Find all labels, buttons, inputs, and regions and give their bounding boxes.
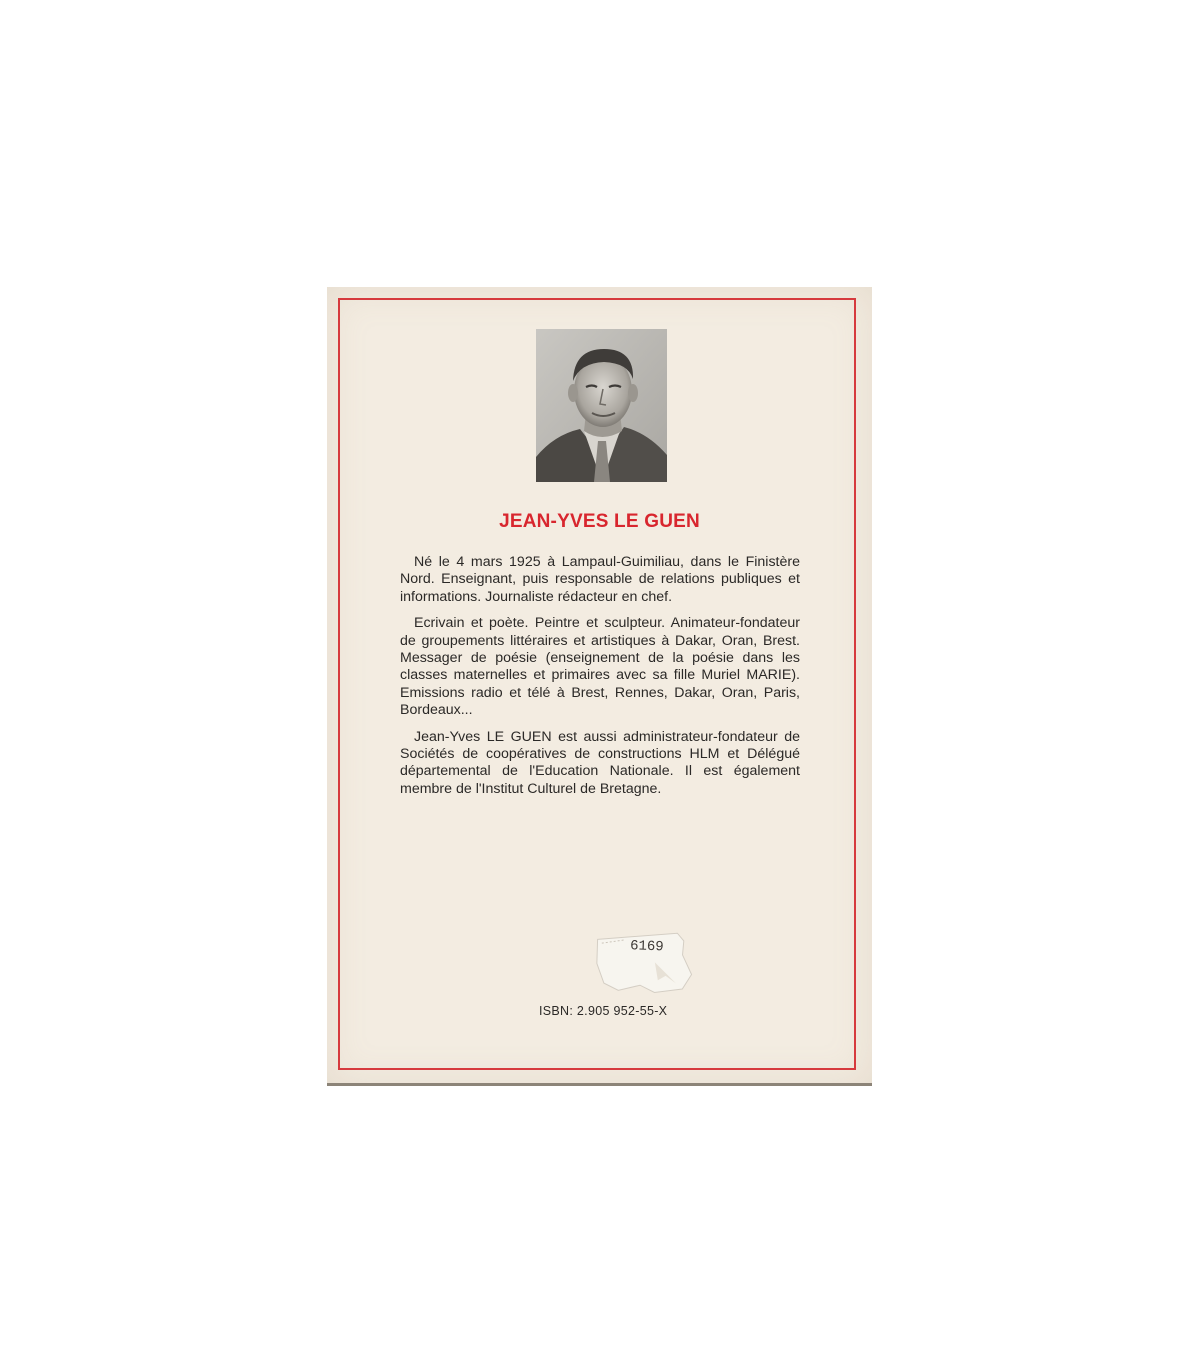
cover-bottom-edge bbox=[327, 1083, 872, 1086]
book-back-cover bbox=[327, 287, 872, 1085]
author-biography bbox=[400, 554, 800, 807]
bio-paragraph-3: Jean-Yves LE GUEN est aussi administrateur-fondateur de Sociétés de coopératives de constructions HLM et Délégué départemental de l'Education Nationale. Il est également membre de l'Institut Culturel de Bretagne. bbox=[400, 728, 800, 797]
isbn-number: ISBN: 2.905 952-55-X bbox=[539, 1004, 668, 1018]
sticker-number: 6169 bbox=[629, 938, 664, 956]
bio-paragraph-1: Né le 4 mars 1925 à Lampaul-Guimiliau, dans le Finistère Nord. Enseignant, puis responsable de relations publiques et informations. Journaliste rédacteur en chef. bbox=[400, 554, 800, 605]
author-name-heading: JEAN-YVES LE GUEN bbox=[499, 511, 700, 532]
bio-paragraph-2: Ecrivain et poète. Peintre et sculpteur. Animateur-fondateur de groupements littéraires et artistiques à Dakar, Oran, Brest. Messager de poésie (enseignement de la poésie dans les classes maternelles et primaires avec sa fille Muriel MARIE). Emissions radio et télé à Brest, Rennes, Dakar, Oran, Paris, Bordeaux... bbox=[400, 615, 800, 719]
author-photo bbox=[536, 329, 667, 482]
torn-price-sticker bbox=[593, 930, 694, 999]
